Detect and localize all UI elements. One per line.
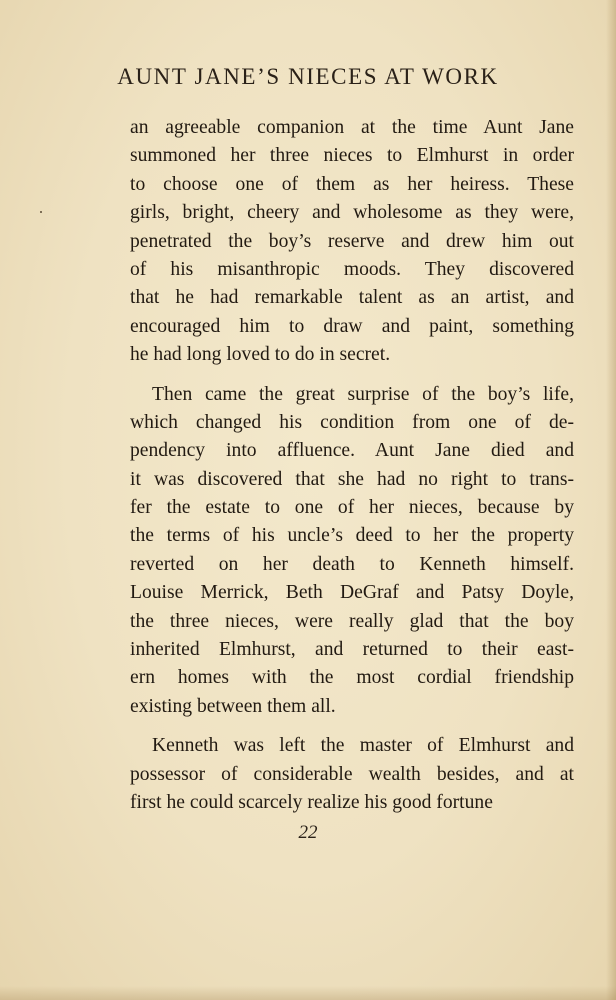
text-line: first he could scarcely realize his good fortune — [130, 791, 493, 813]
text-line: it was discovered that she had no right to trans- — [130, 468, 574, 490]
text-line: that he had remarkable talent as an artist, and — [130, 287, 574, 309]
page-edge-shadow-right — [606, 0, 616, 1000]
text-line: to choose one of them as her heiress. These — [130, 173, 574, 195]
text-line: possessor of considerable wealth besides, and at — [130, 763, 574, 785]
page-edge-shadow-bottom — [0, 986, 616, 1000]
paragraph — [130, 381, 574, 722]
text-line: encouraged him to draw and paint, something — [130, 315, 574, 337]
text-line: girls, bright, cheery and wholesome as they were, — [130, 202, 574, 224]
text-line: existing between them all. — [130, 695, 336, 717]
text-line: he had long loved to do in secret. — [130, 344, 391, 366]
paragraph — [130, 114, 574, 370]
text-line: an agreeable companion at the time Aunt Jane — [130, 117, 574, 138]
text-line: Then came the great surprise of the boy’s life, — [152, 383, 574, 405]
body-text — [130, 114, 574, 817]
text-line: summoned her three nieces to Elmhurst in order — [130, 145, 574, 167]
text-line: the terms of his uncle’s deed to her the property — [130, 525, 574, 547]
paragraph — [130, 732, 574, 817]
text-line: inherited Elmhurst, and returned to their east- — [130, 639, 574, 661]
text-line: penetrated the boy’s reserve and drew him out — [130, 230, 574, 252]
running-header: AUNT JANE’S NIECES AT WORK — [117, 64, 499, 89]
text-line: pendency into affluence. Aunt Jane died and — [130, 440, 574, 462]
paper-speck — [40, 211, 42, 213]
text-line: Louise Merrick, Beth DeGraf and Patsy Doyle, — [130, 582, 574, 604]
text-line: Kenneth was left the master of Elmhurst and — [152, 735, 574, 757]
text-line: which changed his condition from one of de- — [130, 411, 574, 433]
text-line: of his misanthropic moods. They discovered — [130, 258, 574, 280]
text-line: the three nieces, were really glad that the boy — [130, 610, 574, 632]
text-line: reverted on her death to Kenneth himself. — [130, 553, 574, 575]
text-line: ern homes with the most cordial friendship — [130, 667, 574, 689]
page-number: 22 — [298, 822, 318, 843]
text-line: fer the estate to one of her nieces, because by — [130, 497, 574, 519]
